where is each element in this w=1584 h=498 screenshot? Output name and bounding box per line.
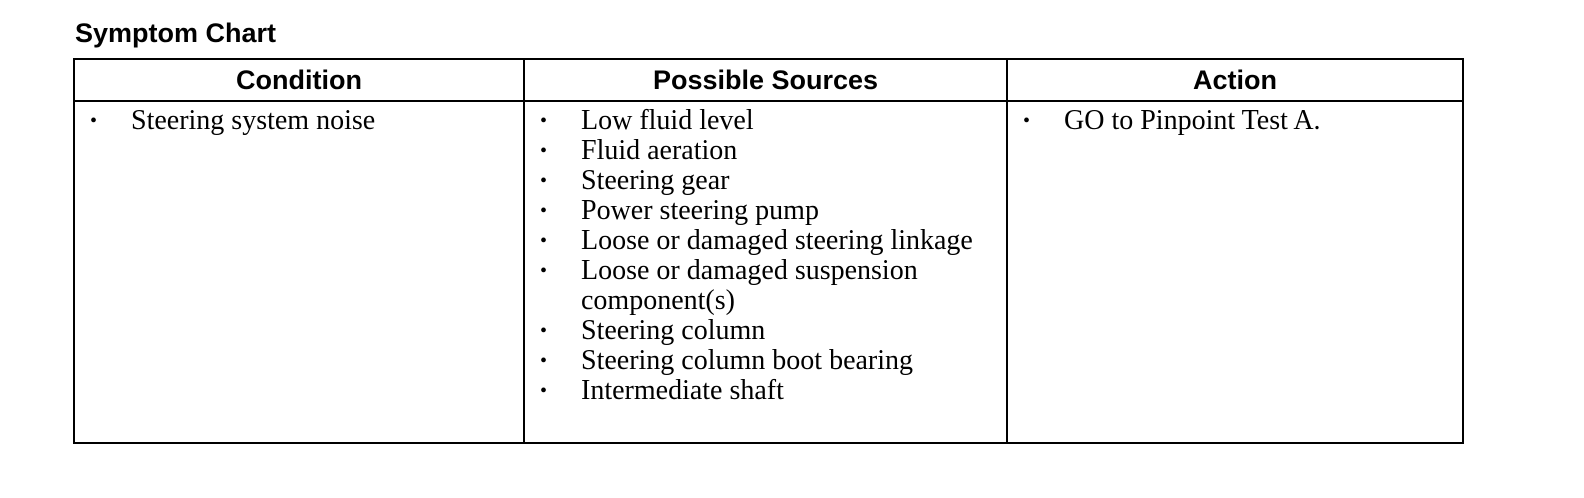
bullet-icon: •: [540, 260, 548, 282]
possible-sources-list: [525, 102, 1006, 410]
condition-text: Steering system noise: [131, 105, 376, 136]
bullet-icon: •: [540, 350, 548, 372]
list-item: [525, 226, 1006, 256]
bullet-icon: •: [540, 230, 548, 252]
symptom-chart-table: [73, 58, 1464, 444]
condition-cell: [74, 101, 524, 443]
source-text: Fluid aeration: [581, 135, 738, 166]
list-item: [525, 136, 1006, 166]
list-item: [525, 196, 1006, 226]
possible-sources-cell: [524, 101, 1007, 443]
table-header-row: [74, 59, 1463, 101]
column-header-possible-sources: Possible Sources: [524, 59, 1007, 101]
source-text: Loose or damaged steering linkage: [581, 225, 973, 256]
source-text: Power steering pump: [581, 195, 819, 226]
source-text: Steering gear: [581, 165, 730, 196]
bullet-icon: •: [90, 110, 98, 132]
bullet-icon: •: [540, 200, 548, 222]
list-item: [525, 256, 1006, 316]
column-header-condition: Condition: [74, 59, 524, 101]
list-item: [1008, 106, 1462, 136]
list-item: [525, 316, 1006, 346]
bullet-icon: •: [540, 170, 548, 192]
bullet-icon: •: [540, 140, 548, 162]
source-text: Intermediate shaft: [581, 375, 784, 406]
bullet-icon: •: [1023, 110, 1031, 132]
source-text: Steering column boot bearing: [581, 345, 914, 376]
condition-list: [75, 102, 523, 140]
bullet-icon: •: [540, 110, 548, 132]
bullet-icon: •: [540, 380, 548, 402]
action-list: [1008, 102, 1462, 140]
action-text: GO to Pinpoint Test A.: [1064, 105, 1321, 136]
list-item: [525, 346, 1006, 376]
list-item: [525, 166, 1006, 196]
bullet-icon: •: [540, 320, 548, 342]
source-text: Steering column: [581, 315, 766, 346]
list-item: [525, 376, 1006, 406]
page-title: Symptom Chart: [75, 18, 277, 48]
action-cell: [1007, 101, 1463, 443]
source-text: Loose or damaged suspension component(s): [581, 255, 918, 316]
column-header-action: Action: [1007, 59, 1463, 101]
list-item: [525, 106, 1006, 136]
list-item: [75, 106, 523, 136]
source-text: Low fluid level: [581, 105, 754, 136]
table-row: [74, 101, 1463, 443]
